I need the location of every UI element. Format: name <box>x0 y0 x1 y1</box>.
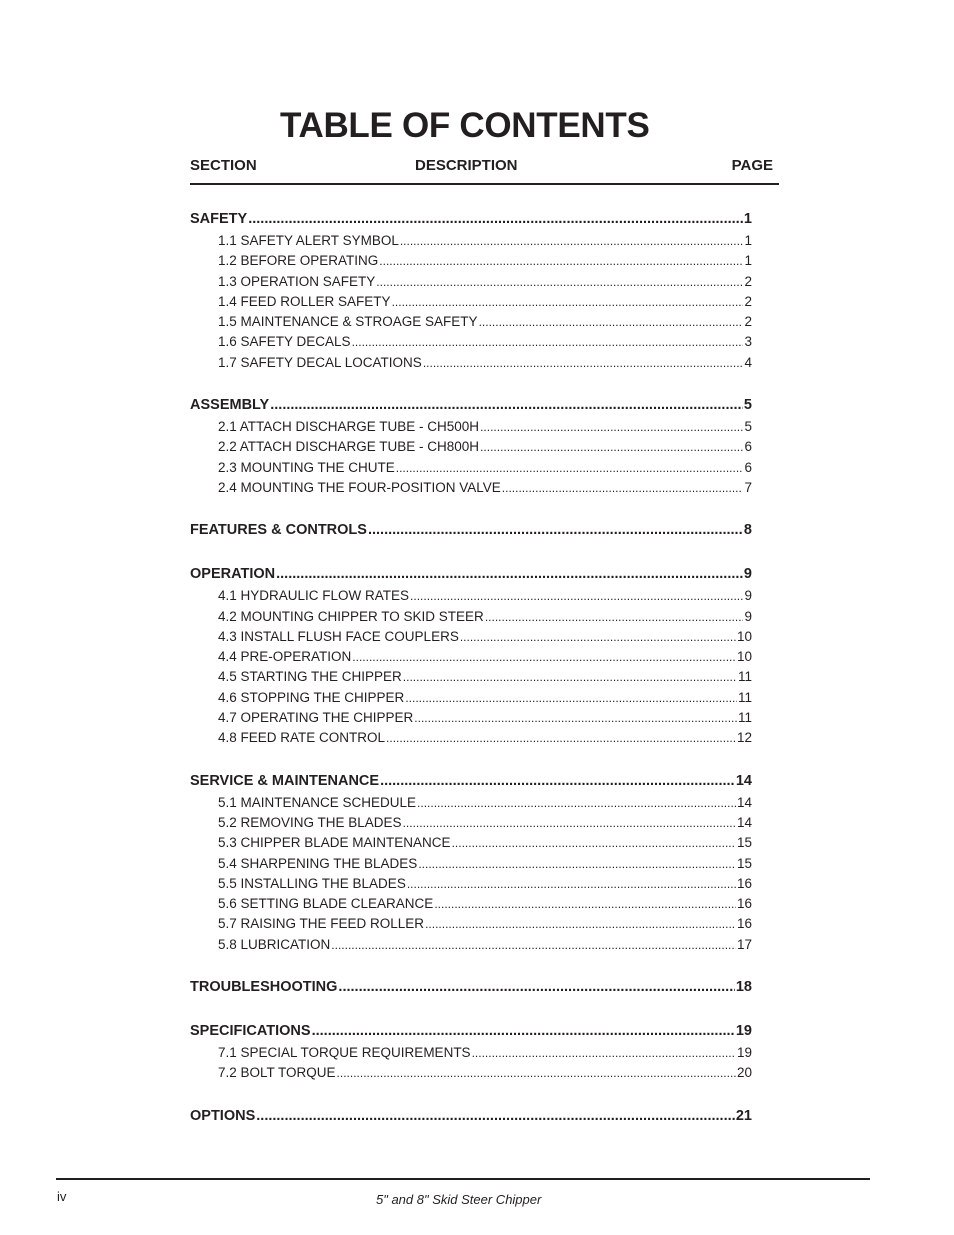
toc-entry-label: 7.2 BOLT TORQUE <box>218 1065 336 1081</box>
toc-entry-label: SPECIFICATIONS <box>190 1023 311 1040</box>
dot-leader <box>425 914 736 934</box>
dot-leader <box>480 417 743 437</box>
toc-entry-page: 18 <box>735 979 752 996</box>
toc-entry-page: 16 <box>736 896 752 912</box>
toc-entry-label: 1.5 MAINTENANCE & STROAGE SAFETY <box>218 314 478 330</box>
toc-subsection-entry[interactable] <box>190 935 752 955</box>
toc-entry-label: OPERATION <box>190 566 276 583</box>
footer-divider <box>56 1178 870 1180</box>
toc-section-entry[interactable] <box>190 1105 752 1128</box>
dot-leader <box>276 563 743 586</box>
toc-subsection-entry[interactable] <box>190 272 752 292</box>
toc-subsection-entry[interactable] <box>190 231 752 251</box>
dot-leader <box>248 208 743 231</box>
toc-entry-page: 16 <box>736 875 752 891</box>
toc-entry-page: 19 <box>735 1023 752 1040</box>
toc-entry-page: 19 <box>736 1045 752 1061</box>
toc-section-entry[interactable] <box>190 208 752 231</box>
toc-entry-label: 5.3 CHIPPER BLADE MAINTENANCE <box>218 835 451 851</box>
page-title: TABLE OF CONTENTS <box>280 106 650 145</box>
dot-leader <box>407 874 736 894</box>
column-page-label: PAGE <box>731 157 773 174</box>
toc-subsection-entry[interactable] <box>190 833 752 853</box>
toc-entry-page: 10 <box>736 649 752 665</box>
dot-leader <box>434 894 736 914</box>
toc-section-entry[interactable] <box>190 563 752 586</box>
toc-entry-page: 7 <box>744 479 752 495</box>
toc-entry-page: 9 <box>744 608 752 624</box>
dot-leader <box>256 1105 735 1128</box>
toc-section-group <box>190 1105 752 1128</box>
toc-entry-label: 4.5 STARTING THE CHIPPER <box>218 669 402 685</box>
toc-entry-label: 5.4 SHARPENING THE BLADES <box>218 855 418 871</box>
dot-leader <box>338 976 734 999</box>
toc-entry-label: TROUBLESHOOTING <box>190 979 338 996</box>
toc-subsection-entry[interactable] <box>190 647 752 667</box>
toc-entry-page: 15 <box>736 835 752 851</box>
toc-subsection-entry[interactable] <box>190 458 752 478</box>
dot-leader <box>480 437 743 457</box>
toc-column-header <box>190 156 779 185</box>
toc-subsection-entry[interactable] <box>190 586 752 606</box>
toc-entry-label: OPTIONS <box>190 1107 256 1124</box>
toc-subsection-entry[interactable] <box>190 667 752 687</box>
toc-section-group <box>190 563 752 748</box>
toc-subsection-entry[interactable] <box>190 332 752 352</box>
toc-subsection-entry[interactable] <box>190 312 752 332</box>
toc-section-group <box>190 1020 752 1084</box>
toc-entry-label: 5.1 MAINTENANCE SCHEDULE <box>218 794 417 810</box>
toc-entry-label: 4.4 PRE-OPERATION <box>218 649 352 665</box>
toc-entry-page: 10 <box>736 628 752 644</box>
toc-entry-page: 2 <box>744 314 752 330</box>
dot-leader <box>376 272 743 292</box>
dot-leader <box>352 647 736 667</box>
toc-subsection-entry[interactable] <box>190 894 752 914</box>
dot-leader <box>352 332 744 352</box>
toc-subsection-entry[interactable] <box>190 728 752 748</box>
dot-leader <box>400 231 744 251</box>
toc-section-entry[interactable] <box>190 394 752 417</box>
toc-entry-page: 6 <box>744 439 752 455</box>
toc-section-group <box>190 208 752 373</box>
toc-subsection-entry[interactable] <box>190 417 752 437</box>
toc-entry-label: 5.8 LUBRICATION <box>218 936 331 952</box>
dot-leader <box>418 854 736 874</box>
toc-entry-page: 5 <box>743 397 752 414</box>
toc-section-group <box>190 394 752 498</box>
toc-entry-label: 1.7 SAFETY DECAL LOCATIONS <box>218 354 422 370</box>
toc-entry-page: 9 <box>744 588 752 604</box>
toc-entry-label: 5.7 RAISING THE FEED ROLLER <box>218 916 425 932</box>
toc-subsection-entry[interactable] <box>190 914 752 934</box>
toc-subsection-entry[interactable] <box>190 478 752 498</box>
toc-entry-page: 2 <box>744 273 752 289</box>
dot-leader <box>270 394 743 417</box>
toc-entry-label: 4.3 INSTALL FLUSH FACE COUPLERS <box>218 628 459 644</box>
toc-section-entry[interactable] <box>190 976 752 999</box>
toc-subsection-entry[interactable] <box>190 353 752 373</box>
toc-entry-page: 5 <box>744 419 752 435</box>
toc-entry-page: 3 <box>744 334 752 350</box>
toc-entry-label: 4.7 OPERATING THE CHIPPER <box>218 710 414 726</box>
toc-subsection-entry[interactable] <box>190 292 752 312</box>
toc-entry-page: 15 <box>736 855 752 871</box>
toc-entry-label: 1.4 FEED ROLLER SAFETY <box>218 293 391 309</box>
dot-leader <box>414 708 737 728</box>
toc-entry-label: 7.1 SPECIAL TORQUE REQUIREMENTS <box>218 1045 471 1061</box>
dot-leader <box>312 1020 735 1043</box>
toc-subsection-entry[interactable] <box>190 1063 752 1083</box>
dot-leader <box>331 935 736 955</box>
toc-entry-page: 11 <box>737 689 752 705</box>
dot-leader <box>460 627 736 647</box>
toc-entry-page: 21 <box>735 1107 752 1124</box>
toc-subsection-entry[interactable] <box>190 708 752 728</box>
toc-entry-label: 5.2 REMOVING THE BLADES <box>218 814 402 830</box>
toc-subsection-entry[interactable] <box>190 607 752 627</box>
toc-entry-label: SERVICE & MAINTENANCE <box>190 772 380 789</box>
toc-subsection-entry[interactable] <box>190 688 752 708</box>
toc-entry-label: 1.1 SAFETY ALERT SYMBOL <box>218 233 399 248</box>
dot-leader <box>368 519 743 542</box>
footer-document-title: 5" and 8" Skid Steer Chipper <box>376 1192 542 1207</box>
toc-entry-label: 1.2 BEFORE OPERATING <box>218 253 379 269</box>
dot-leader <box>502 478 744 498</box>
toc-entry-label: FEATURES & CONTROLS <box>190 522 367 539</box>
dot-leader <box>405 688 737 708</box>
toc-entry-page: 1 <box>743 211 752 227</box>
toc-section-group <box>190 519 752 542</box>
toc-entry-page: 14 <box>736 814 752 830</box>
dot-leader <box>386 728 736 748</box>
toc-subsection-entry[interactable] <box>190 627 752 647</box>
toc-entry-label: 1.6 SAFETY DECALS <box>218 334 351 350</box>
dot-leader <box>379 251 743 271</box>
dot-leader <box>423 353 744 373</box>
toc-entry-page: 14 <box>735 772 752 789</box>
toc-entry-page: 11 <box>737 710 752 726</box>
dot-leader <box>380 770 735 793</box>
dot-leader <box>485 607 744 627</box>
toc-entry-label: 4.1 HYDRAULIC FLOW RATES <box>218 588 410 604</box>
toc-subsection-entry[interactable] <box>190 793 752 813</box>
toc-section-group <box>190 976 752 999</box>
toc-entry-label: 4.6 STOPPING THE CHIPPER <box>218 689 405 705</box>
toc-entry-page: 20 <box>736 1065 752 1081</box>
dot-leader <box>392 292 744 312</box>
toc-section-entry[interactable] <box>190 1020 752 1043</box>
toc-entry-label: 2.3 MOUNTING THE CHUTE <box>218 459 395 475</box>
dot-leader <box>472 1043 736 1063</box>
column-section-label: SECTION <box>190 157 257 174</box>
toc-entry-label: 2.2 ATTACH DISCHARGE TUBE - CH800H <box>218 439 480 455</box>
toc-entry-label: ASSEMBLY <box>190 397 270 414</box>
column-description-label: DESCRIPTION <box>415 157 518 174</box>
toc-entry-page: 1 <box>744 233 752 248</box>
toc-section-entry[interactable] <box>190 519 752 542</box>
toc-entry-page: 9 <box>743 566 752 583</box>
page-folio: iv <box>57 1189 67 1204</box>
toc-subsection-entry[interactable] <box>190 1043 752 1063</box>
toc-entry-label: 4.8 FEED RATE CONTROL <box>218 730 386 746</box>
toc-entry-page: 12 <box>736 730 752 746</box>
dot-leader <box>396 458 744 478</box>
toc-section-entry[interactable] <box>190 770 752 793</box>
toc-entry-page: 6 <box>744 459 752 475</box>
toc-section-group <box>190 770 752 955</box>
toc-entry-label: 1.3 OPERATION SAFETY <box>218 273 376 289</box>
toc-subsection-entry[interactable] <box>190 813 752 833</box>
dot-leader <box>452 833 736 853</box>
toc-subsection-entry[interactable] <box>190 854 752 874</box>
toc-entry-page: 17 <box>736 936 752 952</box>
toc-subsection-entry[interactable] <box>190 437 752 457</box>
toc-entry-page: 16 <box>736 916 752 932</box>
dot-leader <box>479 312 744 332</box>
dot-leader <box>403 667 737 687</box>
toc-entry-page: 8 <box>743 522 752 539</box>
toc-entry-label: 5.6 SETTING BLADE CLEARANCE <box>218 896 434 912</box>
dot-leader <box>403 813 736 833</box>
toc-entry-page: 1 <box>744 253 752 269</box>
toc-entry-label: 2.1 ATTACH DISCHARGE TUBE - CH500H <box>218 419 480 435</box>
toc-entry-page: 11 <box>737 669 752 685</box>
toc-entry-label: SAFETY <box>190 211 248 227</box>
toc-subsection-entry[interactable] <box>190 874 752 894</box>
dot-leader <box>417 793 736 813</box>
dot-leader <box>337 1063 736 1083</box>
toc-entry-page: 2 <box>744 293 752 309</box>
toc-entry-page: 14 <box>736 794 752 810</box>
toc-entry-label: 4.2 MOUNTING CHIPPER TO SKID STEER <box>218 608 484 624</box>
toc-entry-label: 2.4 MOUNTING THE FOUR-POSITION VALVE <box>218 479 501 495</box>
toc-subsection-entry[interactable] <box>190 251 752 271</box>
toc-entry-page: 4 <box>744 354 752 370</box>
toc-entry-label: 5.5 INSTALLING THE BLADES <box>218 875 406 891</box>
dot-leader <box>410 586 743 606</box>
table-of-contents <box>190 208 752 1149</box>
